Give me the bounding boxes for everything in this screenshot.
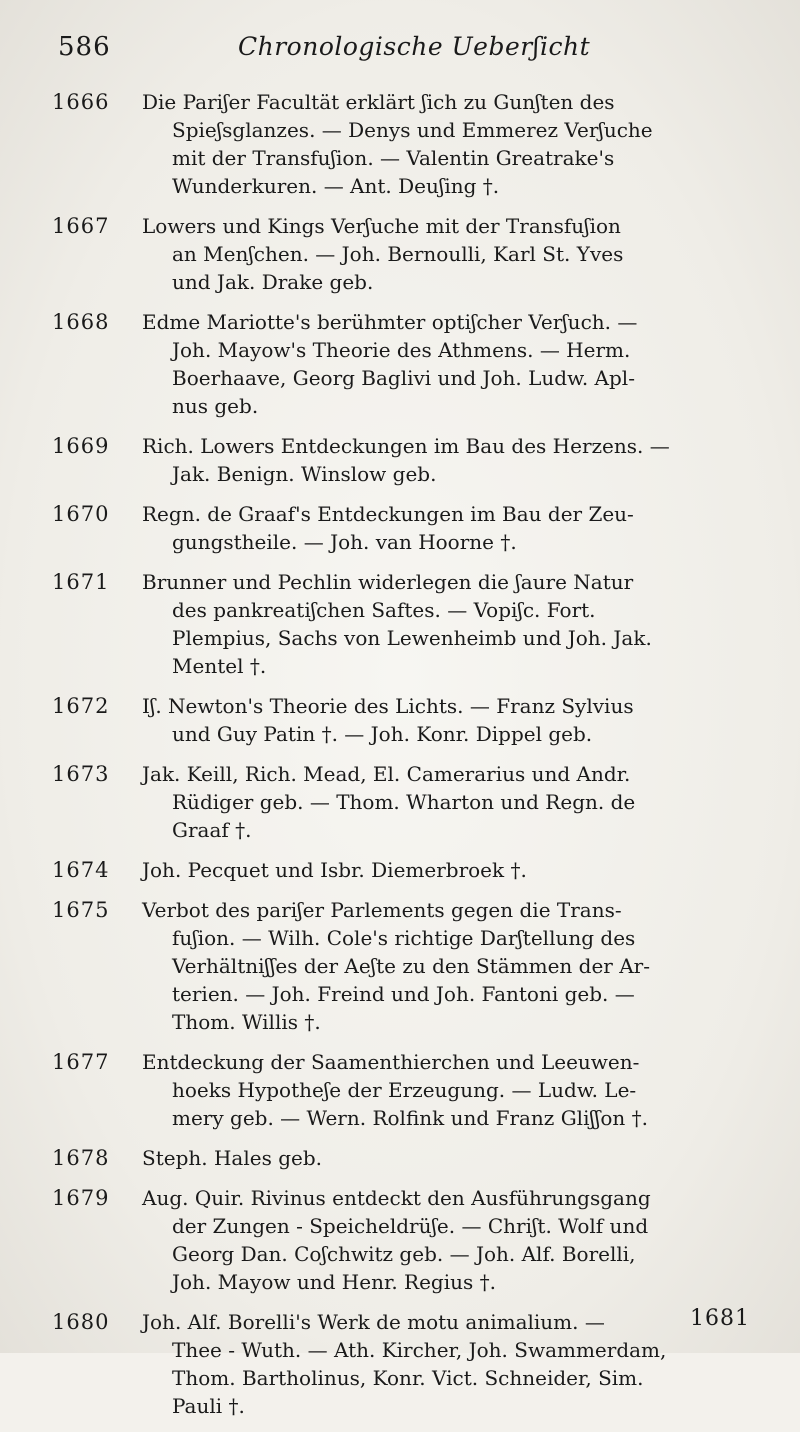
entry-line: mit der Transfuʃion. — Valentin Greatrake's [172, 146, 615, 170]
entry-line: Graaf †. [172, 818, 252, 842]
chronology-entry [52, 692, 764, 748]
chronology-list [52, 88, 764, 1432]
entry-line: terien. — Joh. Freind und Joh. Fantoni geb. — [172, 982, 635, 1006]
entry-year: 1680 [52, 1310, 110, 1334]
entry-year: 1667 [52, 214, 110, 238]
chronology-entry [52, 896, 764, 1036]
entry-line: Lowers und Kings Verʃuche mit der Transfuʃion [142, 214, 621, 238]
page-header [58, 28, 760, 76]
entry-line: mery geb. — Wern. Rolfink und Franz Gliʃʃon †. [172, 1106, 648, 1130]
entry-line: Steph. Hales geb. [142, 1146, 322, 1170]
entry-line: Wunderkuren. — Ant. Deuʃing †. [172, 174, 500, 198]
entry-year: 1679 [52, 1186, 110, 1210]
entry-text [142, 896, 764, 1036]
entry-line: gungstheile. — Joh. van Hoorne †. [172, 530, 517, 554]
entry-line: Rich. Lowers Entdeckungen im Bau des Herzens. — [142, 434, 670, 458]
entry-text [142, 692, 764, 748]
entry-line: Mentel †. [172, 654, 267, 678]
entry-line: der Zungen - Speicheldrüʃe. — Chriʃt. Wolf und [172, 1214, 649, 1238]
entry-line: Thee - Wuth. — Ath. Kircher, Joh. Swammerdam, [172, 1338, 667, 1362]
entry-text [142, 568, 764, 680]
entry-text [142, 1048, 764, 1132]
entry-text [142, 308, 764, 420]
entry-line: Jak. Keill, Rich. Mead, El. Camerarius und Andr. [142, 762, 631, 786]
entry-line: Joh. Alf. Borelli's Werk de motu animalium. — [142, 1310, 605, 1334]
entry-text [142, 1308, 764, 1420]
entry-line: Thom. Willis †. [172, 1010, 321, 1034]
entry-line: und Guy Patin †. — Joh. Konr. Dippel geb. [172, 722, 593, 746]
chronology-entry [52, 212, 764, 296]
entry-year: 1671 [52, 570, 110, 594]
chronology-entry [52, 88, 764, 200]
entry-line: Edme Mariotte's berühmter optiʃcher Verʃuch. — [142, 310, 638, 334]
page-number: 586 [58, 32, 111, 62]
entry-line: des pankreatiʃchen Saftes. — Vopiʃc. Fort. [172, 598, 596, 622]
entry-text [142, 760, 764, 844]
entry-year: 1666 [52, 90, 110, 114]
entry-line: Pauli †. [172, 1394, 245, 1418]
entry-line: Entdeckung der Saamenthierchen und Leeuwen- [142, 1050, 640, 1074]
entry-line: nus geb. [172, 394, 259, 418]
entry-line: Boerhaave, Georg Baglivi und Joh. Ludw. Apl- [172, 366, 635, 390]
entry-year: 1674 [52, 858, 110, 882]
chronology-entry [52, 568, 764, 680]
entry-line: Rüdiger geb. — Thom. Wharton und Regn. de [172, 790, 636, 814]
entry-line: und Jak. Drake geb. [172, 270, 374, 294]
entry-text [142, 88, 764, 200]
entry-year: 1675 [52, 898, 110, 922]
entry-line: Iʃ. Newton's Theorie des Lichts. — Franz Sylvius [142, 694, 634, 718]
entry-year: 1672 [52, 694, 110, 718]
entry-text [142, 856, 764, 884]
catchword: 1681 [690, 1306, 750, 1331]
entry-line: Aug. Quir. Rivinus entdeckt den Ausführungsgang [142, 1186, 651, 1210]
entry-text [142, 212, 764, 296]
entry-text [142, 1144, 764, 1172]
entry-year: 1673 [52, 762, 110, 786]
chronology-entry [52, 1048, 764, 1132]
entry-year: 1677 [52, 1050, 110, 1074]
chronology-entry [52, 500, 764, 556]
entry-line: Die Pariʃer Facultät erklärt ʃich zu Gunʃten des [142, 90, 615, 114]
entry-text [142, 500, 764, 556]
entry-line: hoeks Hypotheʃe der Erzeugung. — Ludw. Le- [172, 1078, 637, 1102]
entry-line: an Menʃchen. — Joh. Bernoulli, Karl St. Yves [172, 242, 624, 266]
entry-text [142, 432, 764, 488]
entry-line: Brunner und Pechlin widerlegen die ʃaure Natur [142, 570, 634, 594]
chronology-entry [52, 308, 764, 420]
chronology-entry [52, 1184, 764, 1296]
entry-year: 1669 [52, 434, 110, 458]
entry-line: Georg Dan. Coʃchwitz geb. — Joh. Alf. Borelli, [172, 1242, 636, 1266]
chronology-entry [52, 1308, 764, 1420]
entry-year: 1668 [52, 310, 110, 334]
entry-line: Verhältniʃʃes der Aeʃte zu den Stämmen der Ar- [172, 954, 650, 978]
entry-line: Plempius, Sachs von Lewenheimb und Joh. Jak. [172, 626, 652, 650]
entry-line: fuʃion. — Wilh. Cole's richtige Darʃtellung des [172, 926, 636, 950]
entry-year: 1678 [52, 1146, 110, 1170]
running-title: Chronologische Ueberʃicht [238, 32, 591, 61]
chronology-entry [52, 432, 764, 488]
entry-line: Joh. Mayow und Henr. Regius †. [172, 1270, 496, 1294]
chronology-entry [52, 856, 764, 884]
entry-year: 1670 [52, 502, 110, 526]
entry-text [142, 1184, 764, 1296]
entry-line: Joh. Pecquet und Isbr. Diemerbroek †. [142, 858, 527, 882]
entry-line: Joh. Mayow's Theorie des Athmens. — Herm. [172, 338, 631, 362]
entry-line: Thom. Bartholinus, Konr. Vict. Schneider, Sim. [172, 1366, 644, 1390]
chronology-entry [52, 760, 764, 844]
chronology-entry [52, 1144, 764, 1172]
entry-line: Regn. de Graaf's Entdeckungen im Bau der Zeu- [142, 502, 634, 526]
entry-line: Jak. Benign. Winslow geb. [172, 462, 437, 486]
entry-line: Spieʃsglanzes. — Denys und Emmerez Verʃuche [172, 118, 653, 142]
entry-line: Verbot des pariʃer Parlements gegen die Trans- [142, 898, 622, 922]
